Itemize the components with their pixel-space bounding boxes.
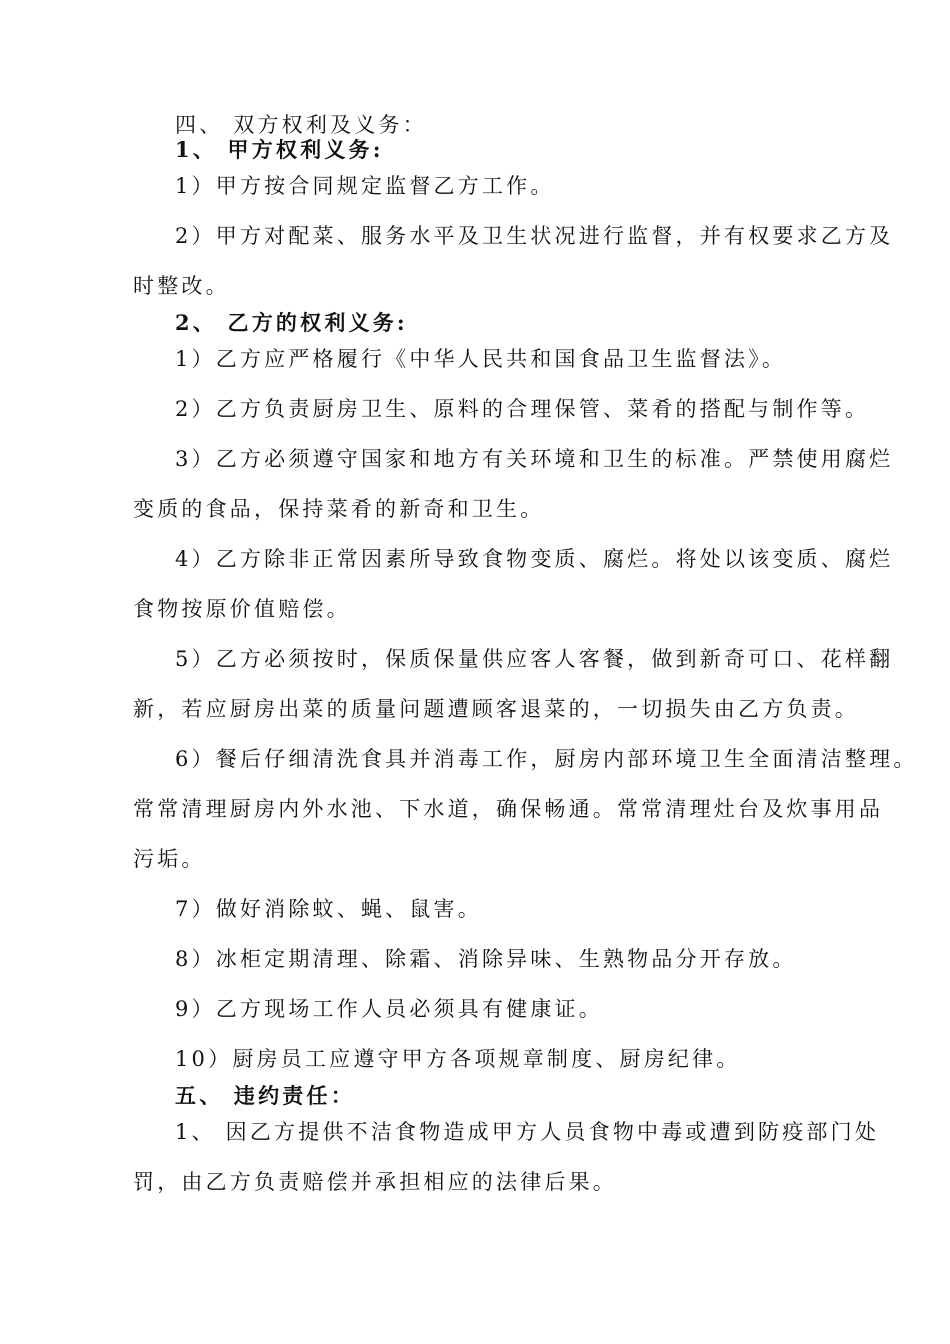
section-4-2-item-3-line-1: 3）乙方必须遵守国家和地方有关环境和卫生的标准。严禁使用腐烂: [175, 447, 894, 471]
section-4-2-item-2: 2）乙方负责厨房卫生、原料的合理保管、菜肴的搭配与制作等。: [175, 397, 870, 421]
section-4-2-item-6-line-1: 6）餐后仔细清洗食具并消毒工作，厨房内部环境卫生全面清洁整理。: [175, 747, 918, 771]
section-4-1-item-2-line-1: 2）甲方对配菜、服务水平及卫生状况进行监督，并有权要求乙方及: [175, 224, 894, 248]
section-4-1-item-1: 1）甲方按合同规定监督乙方工作。: [175, 174, 555, 198]
section-4-2-item-4-line-1: 4）乙方除非正常因素所导致食物变质、腐烂。将处以该变质、腐烂: [175, 547, 894, 571]
section-4-heading: 四、 双方权利及义务：: [175, 113, 427, 137]
section-4-1-item-2-line-2: 时整改。: [133, 274, 230, 298]
section-4-2-item-10: 10）厨房员工应遵守甲方各项规章制度、厨房纪律。: [175, 1047, 741, 1071]
section-4-2-item-9: 9）乙方现场工作人员必须具有健康证。: [175, 997, 603, 1021]
section-4-2-item-5-line-1: 5）乙方必须按时，保质保量供应客人客餐，做到新奇可口、花样翻: [175, 647, 894, 671]
section-4-2-heading: 2、 乙方的权利义务:: [175, 310, 408, 335]
section-5-item-1-line-1: 1、 因乙方提供不洁食物造成甲方人员食物中毒或遭到防疫部门处: [175, 1120, 880, 1144]
section-4-2-item-3-line-2: 变质的食品，保持菜肴的新奇和卫生。: [133, 497, 545, 521]
section-4-1-heading: 1、 甲方权利义务:: [175, 137, 384, 162]
section-4-2-item-6-line-2: 常常清理厨房内外水池、下水道，确保畅通。常常清理灶台及炊事用品: [133, 797, 884, 821]
section-5-item-1-line-2: 罚，由乙方负责赔偿并承担相应的法律后果。: [133, 1170, 617, 1194]
section-4-2-item-5-line-2: 新，若应厨房出菜的质量问题遭顾客退菜的，一切损失由乙方负责。: [133, 697, 859, 721]
section-4-2-item-4-line-2: 食物按原价值赔偿。: [133, 597, 351, 621]
section-4-2-item-1: 1）乙方应严格履行《中华人民共和国食品卫生监督法》。: [175, 347, 787, 371]
section-4-2-item-6-line-3: 污垢。: [133, 847, 206, 871]
section-5-heading: 五、 违约责任：: [175, 1083, 355, 1108]
section-4-2-item-7: 7）做好消除蚊、蝇、鼠害。: [175, 897, 482, 921]
section-4-2-item-8: 8）冰柜定期清理、除霜、消除异味、生熟物品分开存放。: [175, 947, 797, 971]
